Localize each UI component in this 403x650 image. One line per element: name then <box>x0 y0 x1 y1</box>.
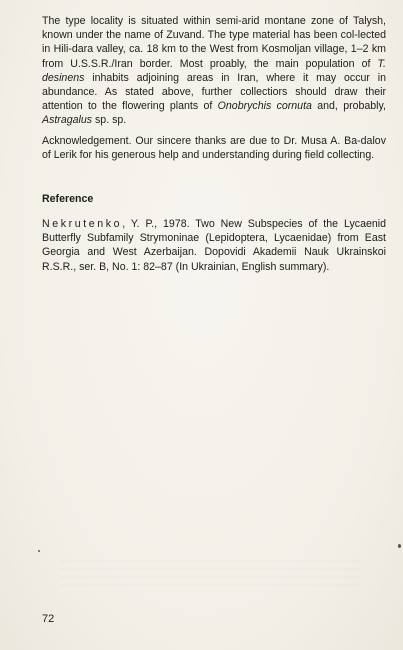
text-run: sp. sp. <box>92 114 127 127</box>
reference-author: Nekrutenko <box>42 218 123 231</box>
plant-name: Onobrychis cornuta <box>217 100 312 113</box>
reference-text: , Y. P., 1978. Two New Subspecies of the Lycaenid Butterfly Subfamily Strymoninae (Lepidoptera, Lycaenidae) from East Georgia and West Azerbaijan. Dopovidi Akademii Nauk Ukrainskoi R.S.R., ser. B, No. 1: 82–87 (In Ukrainian, English summary). <box>42 218 386 273</box>
ink-speck <box>398 544 401 548</box>
text-column <box>42 14 386 274</box>
text-run: inhabits adjoining areas in Iran, where it may occur in abundance. As stated above, further collectiors should draw their attention to the flowering plants of <box>42 71 386 113</box>
text-run: and, probably, <box>311 100 386 113</box>
page-number: 72 <box>42 613 55 625</box>
reference-entry <box>42 217 386 274</box>
acknowledgement-paragraph: Acknowledgement. Our sincere thanks are due to Dr. Musa A. Ba-dalov of Lerik for his generous help and understanding during field collecting. <box>42 134 386 161</box>
plant-genus: Astragalus <box>42 114 93 127</box>
reference-heading: Reference <box>42 193 94 206</box>
type-locality-paragraph <box>42 14 386 128</box>
show-through-text <box>60 560 360 590</box>
text-run: The type locality is situated within semi-arid montane zone of Talysh, known under the name of Zuvand. The type material has been col-lected in Hili-dara valley, ca. 18 km to the West from Kosmoljan village, 1–2 km from U.S.S.R./Iran border. Most proably, the main population of <box>42 15 386 70</box>
species-name: T. desinens <box>42 57 386 84</box>
ink-speck <box>38 550 40 552</box>
